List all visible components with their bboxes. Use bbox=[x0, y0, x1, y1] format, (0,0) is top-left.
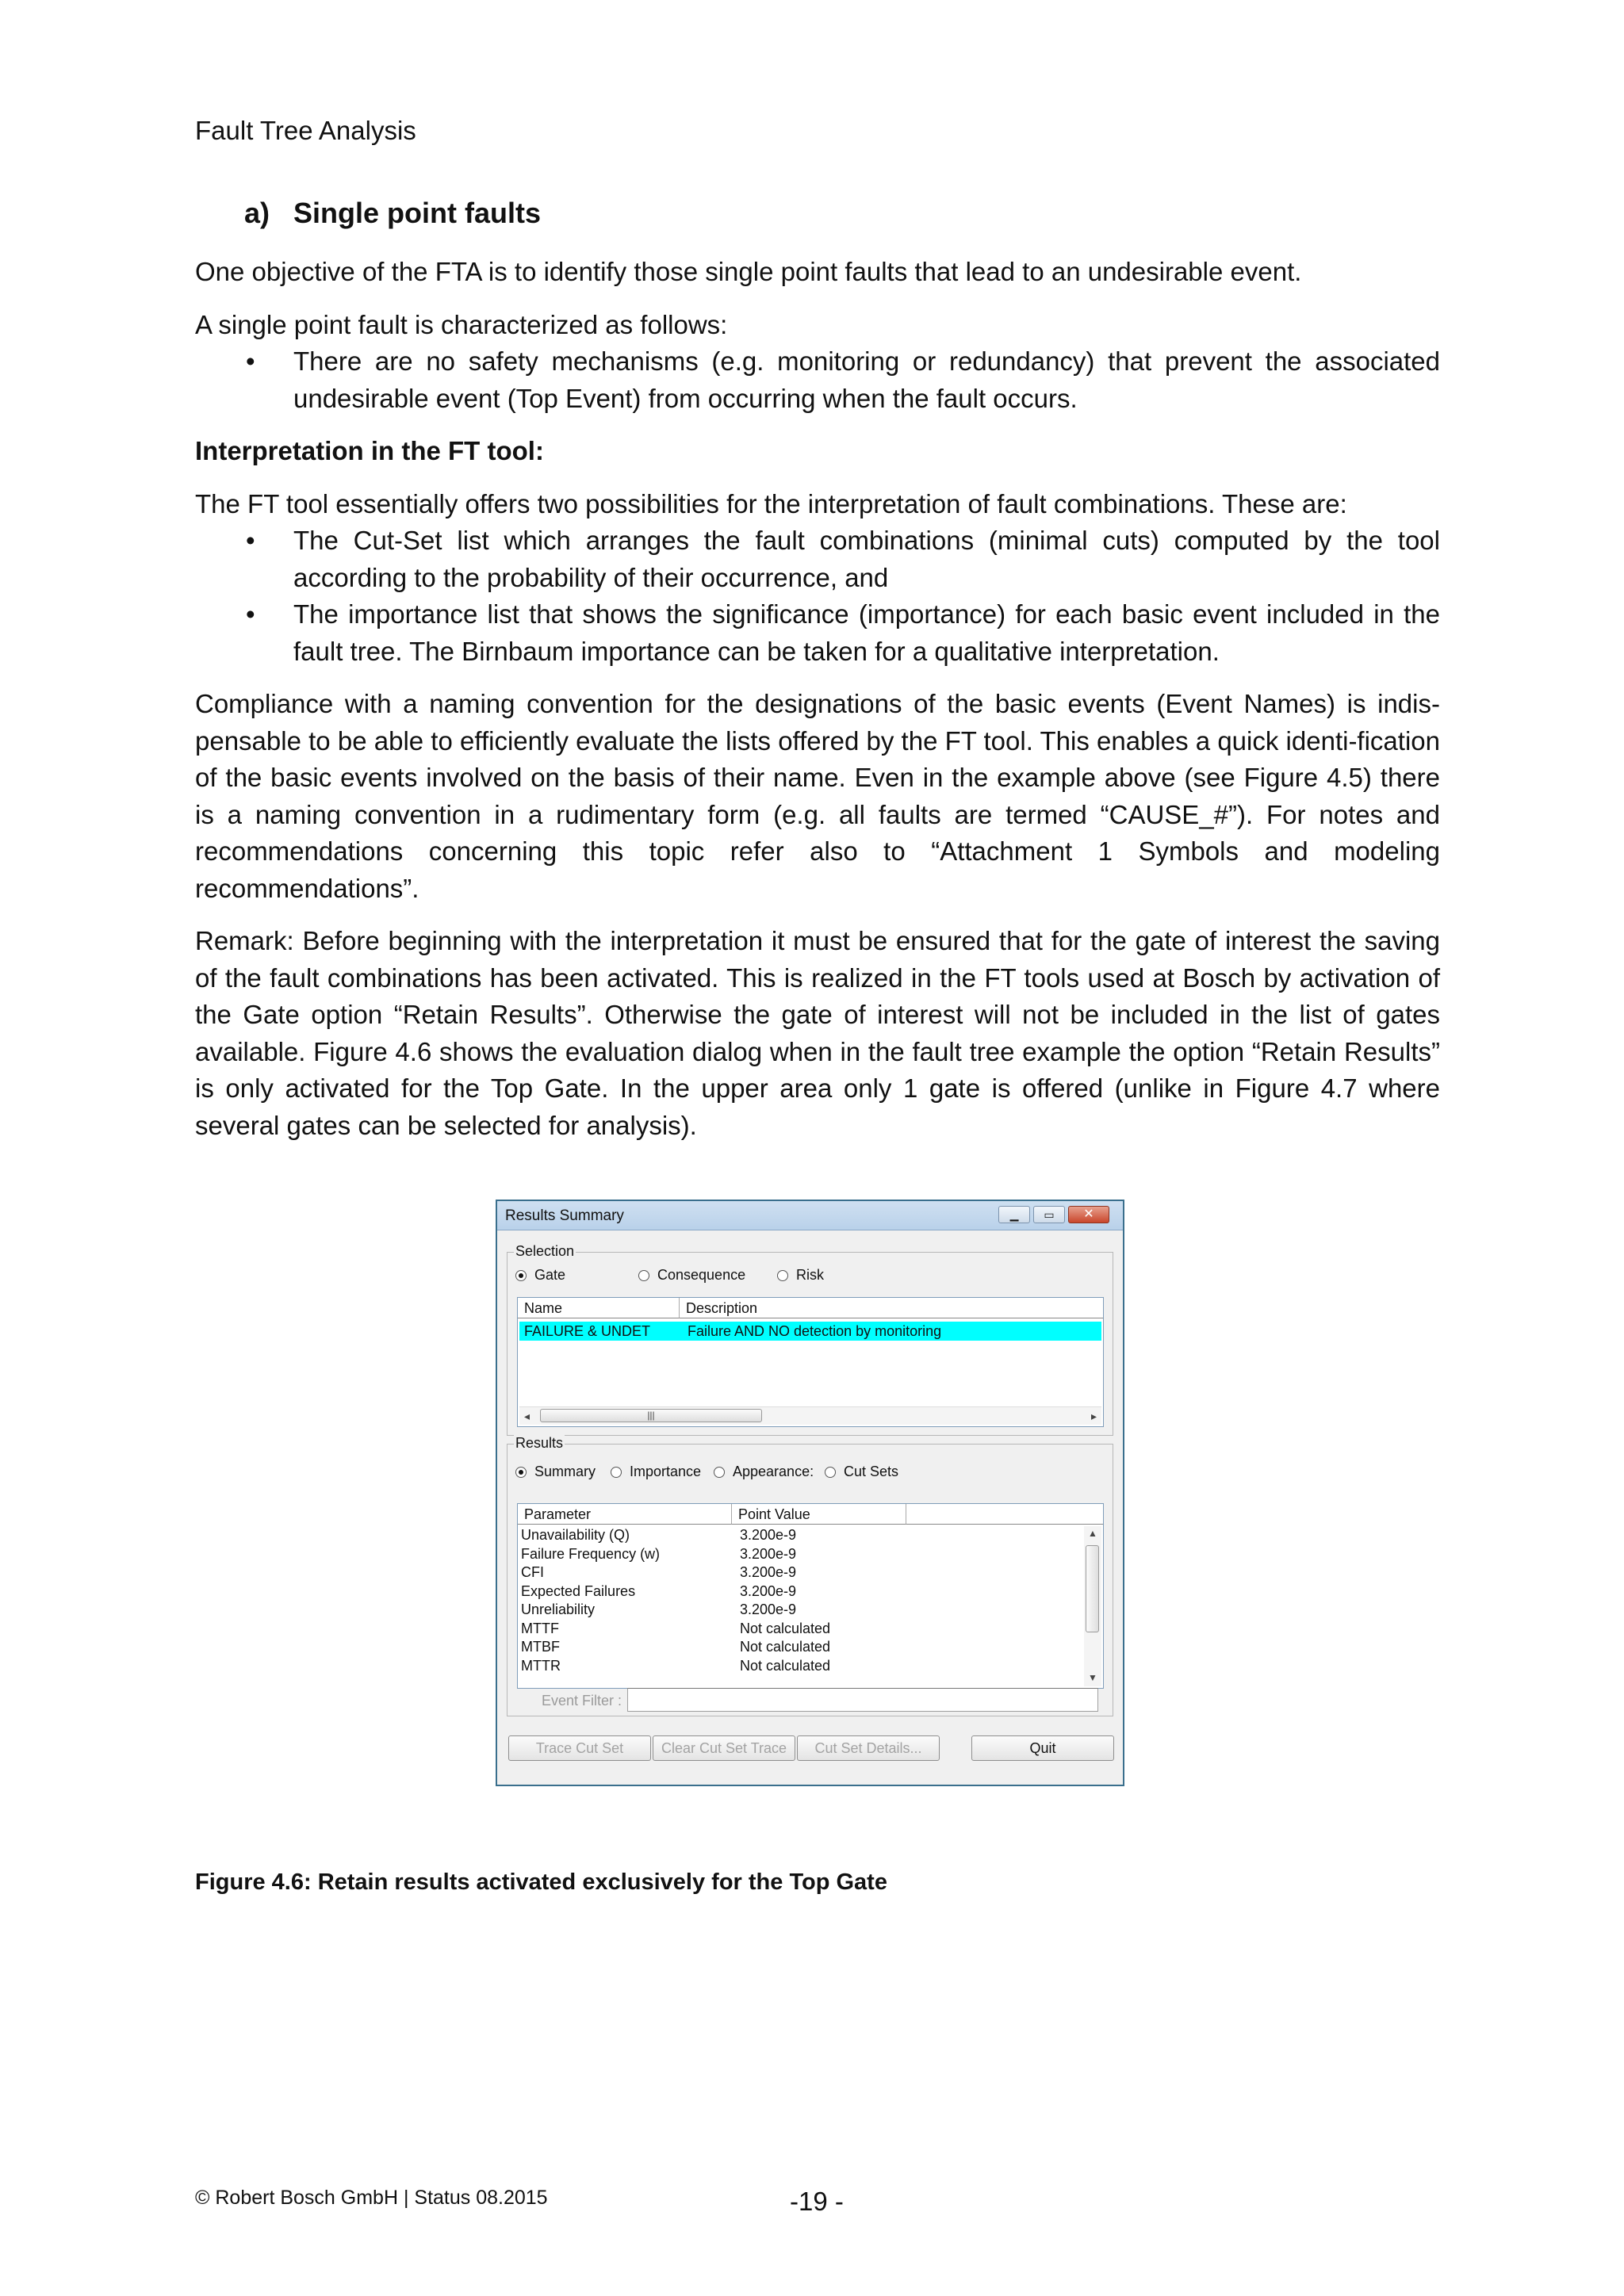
page-number: -19 - bbox=[790, 2187, 844, 2216]
parameter-name: MTTF bbox=[521, 1620, 559, 1636]
radio-appearance-indicator bbox=[714, 1467, 725, 1478]
results-legend: Results bbox=[515, 1435, 564, 1451]
paragraph-objective: One objective of the FTA is to identify those single point faults that lead to an undesirable event. bbox=[195, 257, 1302, 286]
paragraph-remark: Remark: Before beginning with the interpretation it must be ensured that for the gate of interest the saving of the fault combinations has been activated. This is realized in the FT tools used at Bosch by activation of the Gate option “Retain Results”. Otherwise the gate of interest will not be included in the list of gates available. Figure 4.6 shows the evaluation dialog when in the fault tree example the option “Retain Results” is only activated for the Top Gate. In the upper area only 1 gate is offered (unlike in Figure 4.7 where several gates can be selected for analysis). bbox=[195, 926, 1440, 1140]
section-title: Single point faults bbox=[293, 197, 541, 229]
bullet-item: • There are no safety mechanisms (e.g. monitoring or redundancy) that prevent the associated undesirable event (Top Event) from occurring when the fault occurs. bbox=[246, 346, 1440, 413]
radio-importance-indicator bbox=[611, 1467, 622, 1478]
point-value: 3.200e-9 bbox=[740, 1527, 797, 1543]
vscroll-thumb[interactable] bbox=[1086, 1545, 1099, 1632]
parameter-name: MTTR bbox=[521, 1657, 561, 1674]
possibilities-bullets bbox=[195, 522, 1440, 670]
radio-appearance[interactable]: Appearance: bbox=[714, 1464, 814, 1480]
gate-description: Failure AND NO detection by monitoring bbox=[688, 1323, 942, 1339]
radio-gate[interactable]: Gate bbox=[515, 1267, 565, 1284]
maximize-icon: ▭ bbox=[1044, 1208, 1055, 1221]
event-filter-label: Event Filter : bbox=[542, 1693, 622, 1709]
minimize-icon: ▁ bbox=[1009, 1208, 1019, 1221]
gate-list-hscrollbar[interactable] bbox=[519, 1406, 1101, 1425]
parameter-name: Expected Failures bbox=[521, 1582, 636, 1599]
close-button[interactable] bbox=[1068, 1206, 1109, 1223]
close-icon: ✕ bbox=[1083, 1207, 1094, 1221]
radio-consequence-indicator bbox=[638, 1270, 649, 1281]
parameter-name: CFI bbox=[521, 1564, 544, 1580]
selection-group bbox=[507, 1243, 1113, 1436]
radio-risk-indicator bbox=[777, 1270, 788, 1281]
parameter-name: Unavailability (Q) bbox=[521, 1527, 630, 1543]
radio-gate-indicator bbox=[515, 1270, 527, 1281]
paragraph-naming: Compliance with a naming convention for the designations of the basic events (Event Names) is indis-pensable to be able to efficiently evaluate the lists offered by the FT tool. This enables a quick identi-fication of the basic events involved on the basis of their name. Even in the example above (see Figure 4.5) there is a naming convention in a rudimentary form (e.g. all faults are termed “CAUSE_#”). For notes and recommendations concerning this topic refer also to “Attachment 1 Symbols and modeling recommendations”. bbox=[195, 689, 1440, 903]
column-header-point-value[interactable]: Point Value bbox=[732, 1504, 906, 1525]
radio-importance[interactable]: Importance bbox=[611, 1464, 701, 1480]
cut-set-details-button[interactable]: Cut Set Details... bbox=[797, 1735, 940, 1761]
gate-row-selected[interactable] bbox=[519, 1322, 1101, 1341]
scroll-down-icon[interactable]: ▼ bbox=[1088, 1672, 1097, 1683]
bullet-item: • The importance list that shows the significance (importance) for each basic event included in the fault tree. The Birnbaum importance can be taken for a qualitative interpretation. bbox=[246, 599, 1440, 666]
quit-button[interactable]: Quit bbox=[971, 1735, 1114, 1761]
scroll-right-icon[interactable]: ▸ bbox=[1090, 1410, 1097, 1422]
paragraph-definition: A single point fault is characterized as follows: bbox=[195, 309, 728, 339]
column-header-empty bbox=[906, 1504, 1104, 1525]
point-value: Not calculated bbox=[740, 1620, 831, 1636]
dialog-title: Results Summary bbox=[505, 1207, 624, 1224]
scroll-up-icon[interactable]: ▲ bbox=[1088, 1528, 1097, 1539]
minimize-button[interactable] bbox=[998, 1206, 1030, 1223]
radio-summary[interactable]: Summary bbox=[515, 1464, 596, 1480]
point-value: 3.200e-9 bbox=[740, 1601, 797, 1617]
paragraph-possibilities: The FT tool essentially offers two possibilities for the interpretation of fault combinations. These are: bbox=[195, 488, 1347, 519]
results-vscrollbar[interactable] bbox=[1084, 1526, 1101, 1686]
trace-cut-set-button[interactable]: Trace Cut Set bbox=[508, 1735, 651, 1761]
point-value: 3.200e-9 bbox=[740, 1582, 797, 1599]
point-value: 3.200e-9 bbox=[740, 1545, 797, 1562]
page-header: Fault Tree Analysis bbox=[195, 116, 416, 145]
point-value: Not calculated bbox=[740, 1639, 831, 1655]
results-table[interactable] bbox=[517, 1503, 1104, 1689]
point-value: 3.200e-9 bbox=[740, 1564, 797, 1580]
radio-cut-sets-indicator bbox=[825, 1467, 836, 1478]
radio-summary-indicator bbox=[515, 1467, 527, 1478]
hscroll-thumb[interactable]: ||| bbox=[540, 1409, 762, 1422]
clear-cut-set-trace-button[interactable]: Clear Cut Set Trace bbox=[653, 1735, 795, 1761]
parameter-name: Failure Frequency (w) bbox=[521, 1545, 661, 1562]
parameter-name: Unreliability bbox=[521, 1601, 596, 1617]
parameter-name: MTBF bbox=[521, 1639, 560, 1655]
figure-caption: Figure 4.6: Retain results activated exclusively for the Top Gate bbox=[195, 1869, 887, 1895]
bullet-item: • The Cut-Set list which arranges the fault combinations (minimal cuts) computed by the tool according to the probability of their occurrence, and bbox=[246, 526, 1440, 592]
results-group bbox=[507, 1435, 1113, 1716]
gate-name: FAILURE & UNDET bbox=[524, 1323, 651, 1339]
scroll-left-icon[interactable]: ◂ bbox=[524, 1410, 530, 1422]
column-header-description[interactable]: Description bbox=[680, 1298, 1104, 1318]
radio-consequence[interactable]: Consequence bbox=[638, 1267, 745, 1284]
selection-legend: Selection bbox=[515, 1243, 575, 1259]
dialog-titlebar[interactable] bbox=[497, 1201, 1123, 1230]
interpretation-heading: Interpretation in the FT tool: bbox=[195, 436, 544, 465]
radio-risk[interactable]: Risk bbox=[777, 1267, 824, 1284]
column-header-name[interactable]: Name bbox=[518, 1298, 680, 1318]
footer-copyright: © Robert Bosch GmbH | Status 08.2015 bbox=[195, 2187, 548, 2209]
body-text bbox=[195, 193, 1440, 1144]
results-summary-dialog bbox=[496, 1200, 1124, 1786]
column-header-parameter[interactable]: Parameter bbox=[518, 1504, 732, 1525]
definition-bullets bbox=[195, 343, 1440, 417]
point-value: Not calculated bbox=[740, 1657, 831, 1674]
maximize-button[interactable] bbox=[1033, 1206, 1065, 1223]
section-label: a) bbox=[244, 197, 270, 229]
event-filter-input[interactable] bbox=[627, 1688, 1098, 1712]
radio-cut-sets[interactable]: Cut Sets bbox=[825, 1464, 898, 1480]
gate-list[interactable] bbox=[517, 1297, 1104, 1427]
